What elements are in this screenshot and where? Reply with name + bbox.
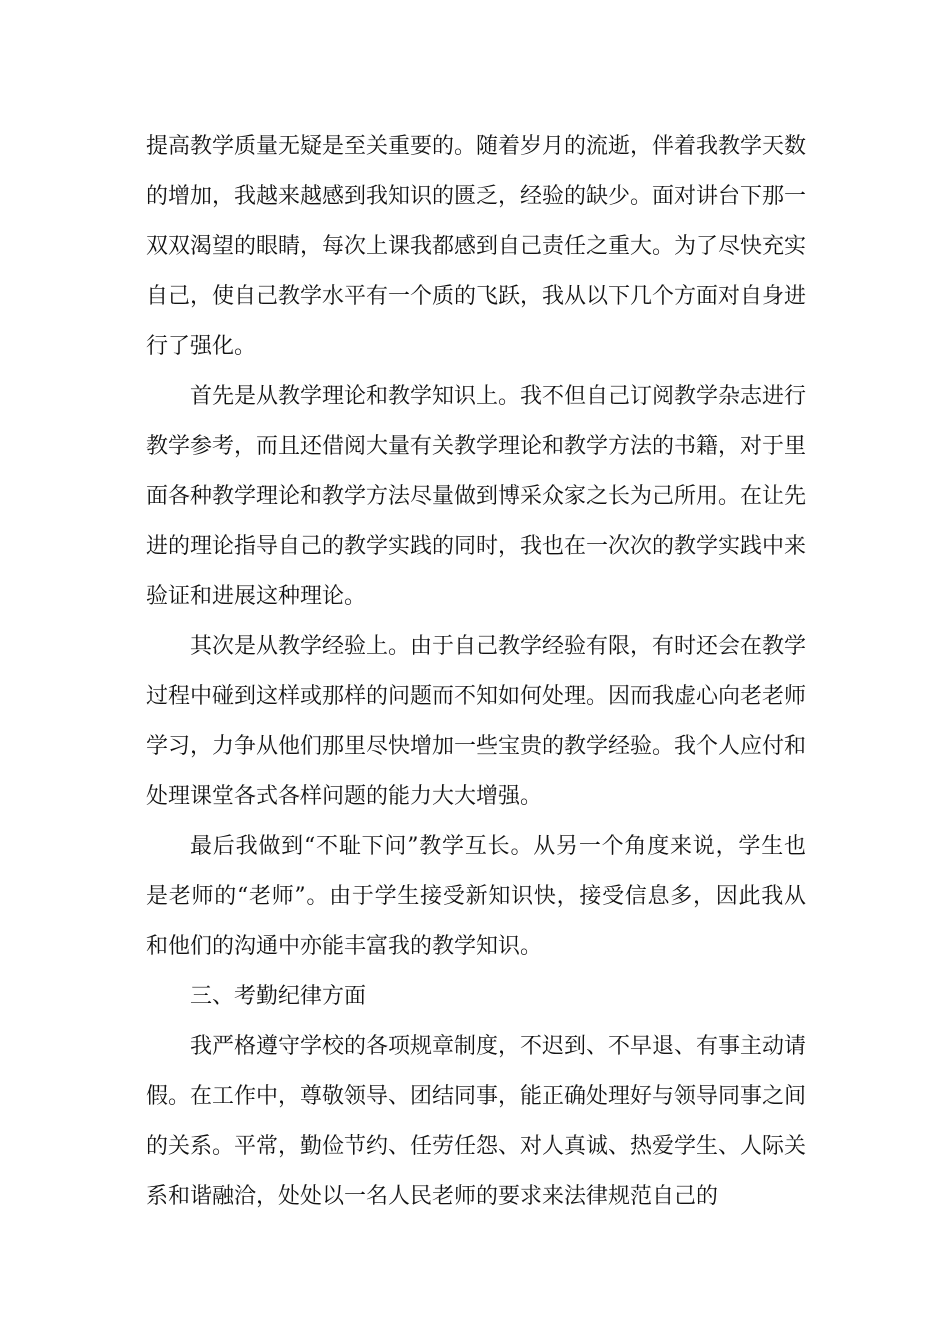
paragraph-teaching-quality: 提高教学质量无疑是至关重要的。随着岁月的流逝，伴着我教学天数的增加，我越来越感到我知识的匮乏，经验的缺少。面对讲台下那一双双渴望的眼睛，每次上课我都感到自己责任之重大。为了尽快充实自己，使自己教学水平有一个质的飞跃，我从以下几个方面对自身进行了强化。 xyxy=(146,134,807,359)
paragraph-teaching-theory: 首先是从教学理论和教学知识上。我不但自己订阅教学杂志进行教学参考，而且还借阅大量有关教学理论和教学方法的书籍，对于里面各种教学理论和教学方法尽量做到博采众家之长为己所用。在让先进的理论指导自己的教学实践的同时，我也在一次次的教学实践中来验证和进展这种理论。 xyxy=(146,384,807,609)
section-heading-attendance: 三、考勤纪律方面 xyxy=(190,984,367,1009)
paragraph-teaching-experience: 其次是从教学经验上。由于自己教学经验有限，有时还会在教学过程中碰到这样或那样的问题而不知如何处理。因而我虚心向老老师学习，力争从他们那里尽快增加一些宝贵的教学经验。我个人应付和处理课堂各式各样问题的能力大大增强。 xyxy=(146,634,807,809)
paragraph-attendance-discipline: 我严格遵守学校的各项规章制度，不迟到、不早退、有事主动请假。在工作中，尊敬领导、团结同事，能正确处理好与领导同事之间的关系。平常，勤俭节约、任劳任怨、对人真诚、热爱学生、人际关系和谐融洽，处处以一名人民老师的要求来法律规范自己的 xyxy=(146,1034,807,1209)
document-body xyxy=(146,122,806,1222)
paragraph-learning-from-students: 最后我做到“不耻下问”教学互长。从另一个角度来说，学生也是老师的“老师”。由于学生接受新知识快，接受信息多，因此我从和他们的沟通中亦能丰富我的教学知识。 xyxy=(146,834,806,959)
